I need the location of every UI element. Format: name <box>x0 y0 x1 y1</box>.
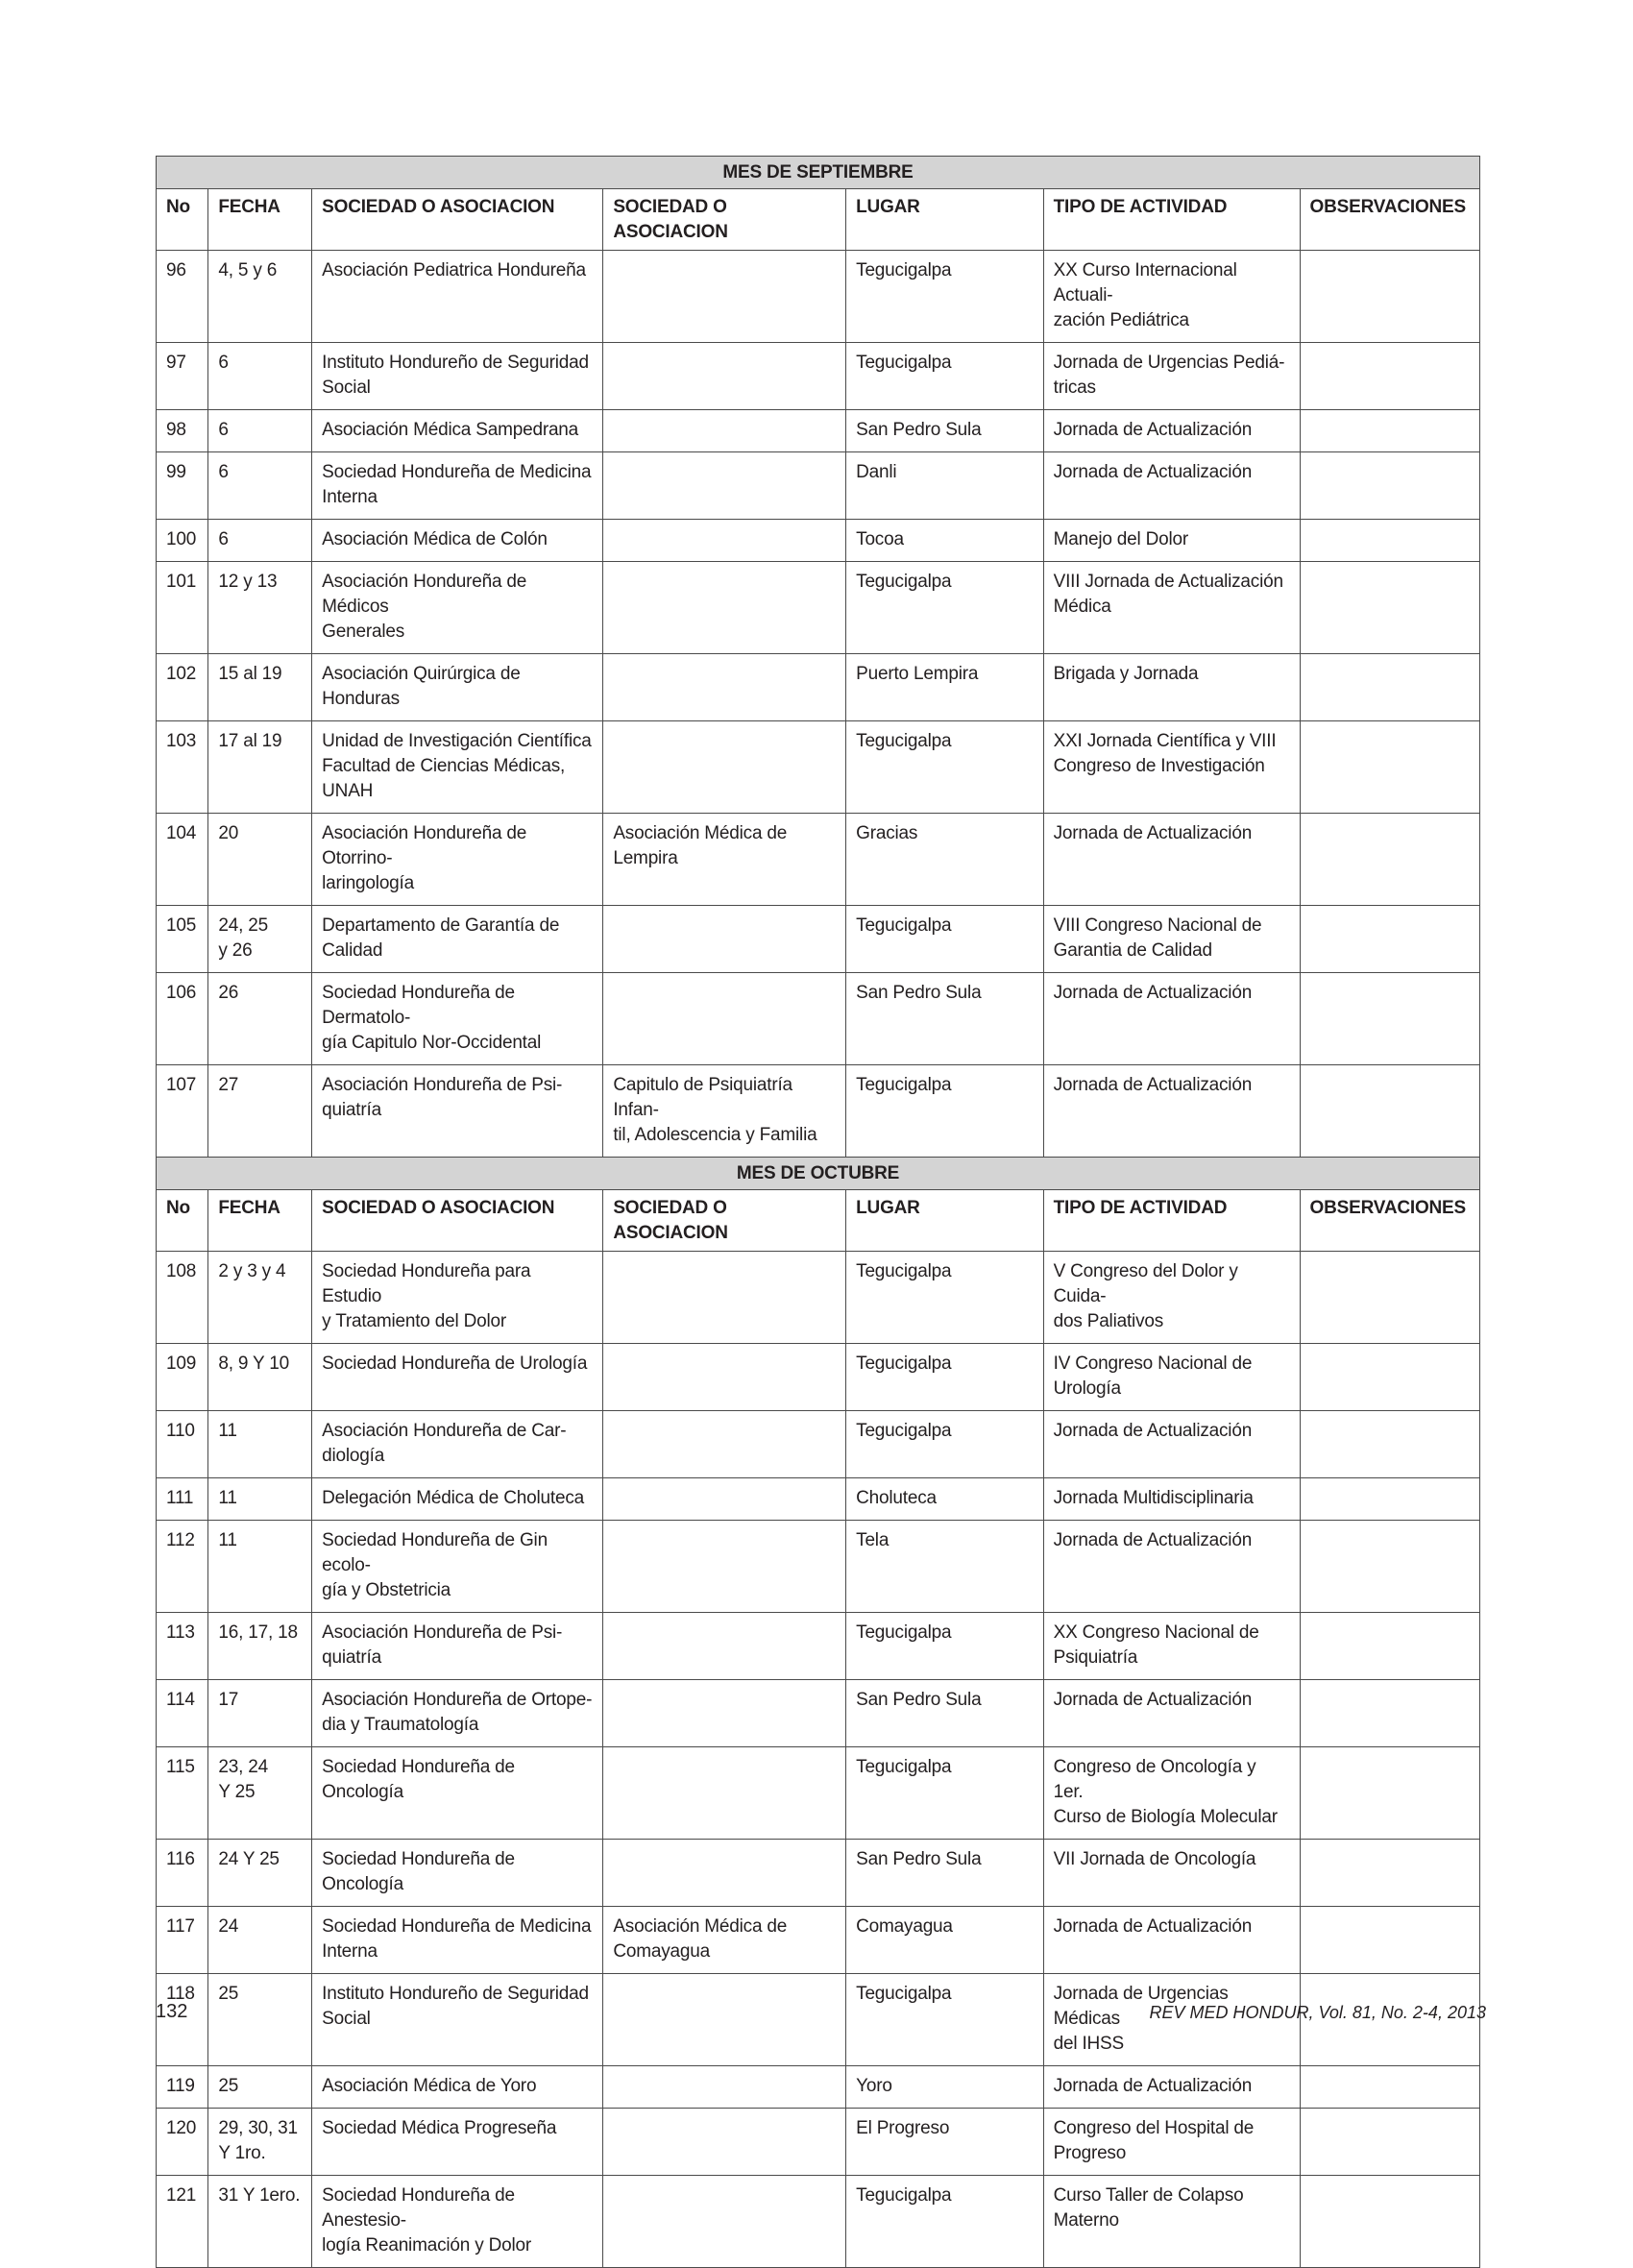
cell-activity-type: Jornada de Actualización <box>1043 973 1300 1065</box>
cell-date: 6 <box>208 343 312 410</box>
cell-society: Instituto Hondureño de Seguridad Social <box>312 343 603 410</box>
cell-observations <box>1300 906 1479 973</box>
cell-activity-type: Jornada de Actualización <box>1043 814 1300 906</box>
table-row <box>157 410 1480 452</box>
events-table <box>156 156 1480 2268</box>
cell-observations <box>1300 973 1479 1065</box>
cell-date: 31 Y 1ero. <box>208 2176 312 2268</box>
table-row <box>157 973 1480 1065</box>
cell-observations <box>1300 1680 1479 1747</box>
cell-date: 17 <box>208 1680 312 1747</box>
cell-observations <box>1300 1747 1479 1840</box>
cell-society: Asociación Médica de Yoro <box>312 2066 603 2109</box>
cell-place: Yoro <box>846 2066 1043 2109</box>
cell-co-society <box>603 1478 846 1521</box>
cell-co-society <box>603 520 846 562</box>
cell-co-society <box>603 1747 846 1840</box>
cell-date: 6 <box>208 452 312 520</box>
table-row <box>157 520 1480 562</box>
cell-society: Asociación Quirúrgica de Honduras <box>312 654 603 721</box>
cell-society: Asociación Hondureña de Psi- quiatría <box>312 1065 603 1158</box>
cell-activity-type: Congreso del Hospital de Progreso <box>1043 2109 1300 2176</box>
cell-date: 24 Y 25 <box>208 1840 312 1907</box>
column-header-co-society: SOCIEDAD O ASOCIACION <box>603 1190 846 1252</box>
cell-date: 11 <box>208 1521 312 1613</box>
table-row <box>157 814 1480 906</box>
cell-observations <box>1300 1344 1479 1411</box>
cell-activity-type: XX Congreso Nacional de Psiquiatría <box>1043 1613 1300 1680</box>
cell-number: 121 <box>157 2176 208 2268</box>
table-row <box>157 1840 1480 1907</box>
cell-society: Sociedad Hondureña para Estudio y Tratamiento del Dolor <box>312 1252 603 1344</box>
cell-activity-type: Jornada de Actualización <box>1043 2066 1300 2109</box>
table-row <box>157 1680 1480 1747</box>
cell-society: Sociedad Hondureña de Gin ecolo- gía y Obstetricia <box>312 1521 603 1613</box>
cell-co-society <box>603 1680 846 1747</box>
cell-society: Instituto Hondureño de Seguridad Social <box>312 1974 603 2066</box>
cell-observations <box>1300 562 1479 654</box>
cell-observations <box>1300 2109 1479 2176</box>
cell-observations <box>1300 654 1479 721</box>
cell-number: 98 <box>157 410 208 452</box>
cell-number: 103 <box>157 721 208 814</box>
cell-activity-type: VIII Congreso Nacional de Garantia de Calidad <box>1043 906 1300 973</box>
table-row <box>157 1344 1480 1411</box>
table-row <box>157 906 1480 973</box>
cell-place: Tegucigalpa <box>846 1974 1043 2066</box>
cell-date: 17 al 19 <box>208 721 312 814</box>
column-header-observations: OBSERVACIONES <box>1300 1190 1479 1252</box>
cell-date: 15 al 19 <box>208 654 312 721</box>
cell-place: San Pedro Sula <box>846 1840 1043 1907</box>
cell-co-society <box>603 2066 846 2109</box>
page-number: 132 <box>156 2001 188 2022</box>
cell-number: 109 <box>157 1344 208 1411</box>
cell-activity-type: Jornada de Actualización <box>1043 1411 1300 1478</box>
cell-activity-type: IV Congreso Nacional de Urología <box>1043 1344 1300 1411</box>
cell-co-society <box>603 1840 846 1907</box>
cell-date: 24 <box>208 1907 312 1974</box>
cell-number: 115 <box>157 1747 208 1840</box>
cell-date: 11 <box>208 1478 312 1521</box>
table-row <box>157 251 1480 343</box>
cell-activity-type: V Congreso del Dolor y Cuida- dos Paliativos <box>1043 1252 1300 1344</box>
cell-number: 108 <box>157 1252 208 1344</box>
cell-date: 16, 17, 18 <box>208 1613 312 1680</box>
cell-date: 2 y 3 y 4 <box>208 1252 312 1344</box>
cell-number: 110 <box>157 1411 208 1478</box>
column-header-society: SOCIEDAD O ASOCIACION <box>312 1190 603 1252</box>
cell-activity-type: Jornada Multidisciplinaria <box>1043 1478 1300 1521</box>
cell-society: Sociedad Hondureña de Oncología <box>312 1747 603 1840</box>
column-header-activity-type: TIPO DE ACTIVIDAD <box>1043 189 1300 251</box>
cell-observations <box>1300 721 1479 814</box>
column-header-date: FECHA <box>208 189 312 251</box>
cell-observations <box>1300 520 1479 562</box>
cell-number: 117 <box>157 1907 208 1974</box>
cell-co-society <box>603 343 846 410</box>
cell-society: Sociedad Hondureña de Oncología <box>312 1840 603 1907</box>
cell-place: Danli <box>846 452 1043 520</box>
cell-place: Tegucigalpa <box>846 1613 1043 1680</box>
cell-place: San Pedro Sula <box>846 973 1043 1065</box>
column-header-activity-type: TIPO DE ACTIVIDAD <box>1043 1190 1300 1252</box>
cell-number: 113 <box>157 1613 208 1680</box>
cell-activity-type: Brigada y Jornada <box>1043 654 1300 721</box>
cell-number: 114 <box>157 1680 208 1747</box>
table-row <box>157 1478 1480 1521</box>
cell-number: 100 <box>157 520 208 562</box>
cell-number: 112 <box>157 1521 208 1613</box>
cell-number: 104 <box>157 814 208 906</box>
cell-co-society: Asociación Médica de Lempira <box>603 814 846 906</box>
cell-co-society <box>603 1344 846 1411</box>
cell-society: Sociedad Hondureña de Anestesio- logía Reanimación y Dolor <box>312 2176 603 2268</box>
cell-place: Tegucigalpa <box>846 1065 1043 1158</box>
column-header-society: SOCIEDAD O ASOCIACION <box>312 189 603 251</box>
column-header-number: No <box>157 189 208 251</box>
cell-number: 111 <box>157 1478 208 1521</box>
cell-co-society: Capitulo de Psiquiatría Infan- til, Adolescencia y Familia <box>603 1065 846 1158</box>
cell-place: Tegucigalpa <box>846 2176 1043 2268</box>
cell-co-society <box>603 410 846 452</box>
table-row <box>157 2109 1480 2176</box>
cell-society: Delegación Médica de Choluteca <box>312 1478 603 1521</box>
cell-activity-type: Jornada de Urgencias Pediá- tricas <box>1043 343 1300 410</box>
cell-co-society <box>603 973 846 1065</box>
cell-activity-type: XX Curso Internacional Actuali- zación Pediátrica <box>1043 251 1300 343</box>
month-title: MES DE OCTUBRE <box>157 1158 1480 1190</box>
cell-activity-type: Curso Taller de Colapso Materno <box>1043 2176 1300 2268</box>
cell-date: 8, 9 Y 10 <box>208 1344 312 1411</box>
cell-observations <box>1300 1065 1479 1158</box>
cell-place: El Progreso <box>846 2109 1043 2176</box>
cell-place: Tegucigalpa <box>846 1747 1043 1840</box>
table-row <box>157 1907 1480 1974</box>
month-header-row <box>157 157 1480 189</box>
cell-observations <box>1300 814 1479 906</box>
cell-place: Choluteca <box>846 1478 1043 1521</box>
cell-date: 6 <box>208 520 312 562</box>
month-title: MES DE SEPTIEMBRE <box>157 157 1480 189</box>
table-row <box>157 452 1480 520</box>
table-row <box>157 654 1480 721</box>
table-row <box>157 1411 1480 1478</box>
cell-date: 25 <box>208 1974 312 2066</box>
cell-place: Tegucigalpa <box>846 251 1043 343</box>
cell-number: 101 <box>157 562 208 654</box>
cell-activity-type: Jornada de Actualización <box>1043 452 1300 520</box>
cell-number: 105 <box>157 906 208 973</box>
column-header-date: FECHA <box>208 1190 312 1252</box>
cell-observations <box>1300 251 1479 343</box>
cell-co-society <box>603 721 846 814</box>
cell-activity-type: Jornada de Actualización <box>1043 1680 1300 1747</box>
table-row <box>157 343 1480 410</box>
cell-co-society <box>603 654 846 721</box>
cell-date: 27 <box>208 1065 312 1158</box>
cell-number: 106 <box>157 973 208 1065</box>
cell-observations <box>1300 1478 1479 1521</box>
column-header-row <box>157 189 1480 251</box>
cell-place: Tegucigalpa <box>846 1344 1043 1411</box>
cell-society: Sociedad Médica Progreseña <box>312 2109 603 2176</box>
cell-place: Tocoa <box>846 520 1043 562</box>
cell-activity-type: VII Jornada de Oncología <box>1043 1840 1300 1907</box>
cell-society: Sociedad Hondureña de Dermatolo- gía Capitulo Nor-Occidental <box>312 973 603 1065</box>
cell-society: Asociación Hondureña de Médicos Generales <box>312 562 603 654</box>
cell-date: 11 <box>208 1411 312 1478</box>
cell-place: Tegucigalpa <box>846 721 1043 814</box>
cell-society: Asociación Hondureña de Ortope- dia y Traumatología <box>312 1680 603 1747</box>
cell-society: Unidad de Investigación Científica Facultad de Ciencias Médicas, UNAH <box>312 721 603 814</box>
cell-observations <box>1300 410 1479 452</box>
cell-society: Sociedad Hondureña de Medicina Interna <box>312 452 603 520</box>
table-row <box>157 721 1480 814</box>
cell-society: Asociación Hondureña de Otorrino- laringología <box>312 814 603 906</box>
cell-number: 119 <box>157 2066 208 2109</box>
cell-place: Tegucigalpa <box>846 343 1043 410</box>
cell-date: 29, 30, 31 Y 1ro. <box>208 2109 312 2176</box>
cell-place: Gracias <box>846 814 1043 906</box>
column-header-observations: OBSERVACIONES <box>1300 189 1479 251</box>
cell-society: Departamento de Garantía de Calidad <box>312 906 603 973</box>
cell-place: Tegucigalpa <box>846 1411 1043 1478</box>
cell-date: 6 <box>208 410 312 452</box>
cell-co-society <box>603 251 846 343</box>
cell-society: Asociación Médica de Colón <box>312 520 603 562</box>
cell-observations <box>1300 2066 1479 2109</box>
cell-activity-type: Manejo del Dolor <box>1043 520 1300 562</box>
cell-place: San Pedro Sula <box>846 1680 1043 1747</box>
cell-place: Comayagua <box>846 1907 1043 1974</box>
cell-date: 20 <box>208 814 312 906</box>
table-row <box>157 1065 1480 1158</box>
cell-number: 116 <box>157 1840 208 1907</box>
cell-co-society <box>603 1613 846 1680</box>
cell-number: 120 <box>157 2109 208 2176</box>
cell-activity-type: Jornada de Actualización <box>1043 1907 1300 1974</box>
cell-society: Asociación Médica Sampedrana <box>312 410 603 452</box>
table-row <box>157 2066 1480 2109</box>
cell-observations <box>1300 1411 1479 1478</box>
cell-date: 12 y 13 <box>208 562 312 654</box>
column-header-row <box>157 1190 1480 1252</box>
cell-co-society <box>603 562 846 654</box>
table-row <box>157 1613 1480 1680</box>
cell-co-society <box>603 1974 846 2066</box>
column-header-place: LUGAR <box>846 1190 1043 1252</box>
table-row <box>157 562 1480 654</box>
cell-date: 23, 24 Y 25 <box>208 1747 312 1840</box>
cell-place: Tegucigalpa <box>846 562 1043 654</box>
cell-activity-type: Jornada de Actualización <box>1043 1521 1300 1613</box>
cell-co-society <box>603 906 846 973</box>
cell-place: Tegucigalpa <box>846 1252 1043 1344</box>
cell-number: 102 <box>157 654 208 721</box>
cell-date: 25 <box>208 2066 312 2109</box>
cell-co-society <box>603 1252 846 1344</box>
cell-place: Puerto Lempira <box>846 654 1043 721</box>
cell-number: 96 <box>157 251 208 343</box>
cell-activity-type: XXI Jornada Científica y VIII Congreso de Investigación <box>1043 721 1300 814</box>
cell-co-society <box>603 1521 846 1613</box>
cell-observations <box>1300 452 1479 520</box>
cell-number: 99 <box>157 452 208 520</box>
cell-observations <box>1300 1613 1479 1680</box>
cell-observations <box>1300 1521 1479 1613</box>
cell-number: 107 <box>157 1065 208 1158</box>
cell-activity-type: Jornada de Actualización <box>1043 410 1300 452</box>
column-header-co-society: SOCIEDAD O ASOCIACION <box>603 189 846 251</box>
cell-number: 97 <box>157 343 208 410</box>
cell-co-society <box>603 452 846 520</box>
cell-date: 26 <box>208 973 312 1065</box>
cell-society: Sociedad Hondureña de Urología <box>312 1344 603 1411</box>
column-header-place: LUGAR <box>846 189 1043 251</box>
cell-society: Asociación Hondureña de Psi- quiatría <box>312 1613 603 1680</box>
cell-observations <box>1300 1840 1479 1907</box>
cell-number: 118 <box>157 1974 208 2066</box>
table-row <box>157 1747 1480 1840</box>
column-header-number: No <box>157 1190 208 1252</box>
cell-co-society <box>603 2176 846 2268</box>
cell-co-society <box>603 1411 846 1478</box>
cell-place: Tegucigalpa <box>846 906 1043 973</box>
cell-observations <box>1300 1907 1479 1974</box>
cell-observations <box>1300 2176 1479 2268</box>
cell-place: San Pedro Sula <box>846 410 1043 452</box>
cell-date: 4, 5 y 6 <box>208 251 312 343</box>
cell-observations <box>1300 343 1479 410</box>
cell-observations <box>1300 1252 1479 1344</box>
cell-activity-type: Jornada de Actualización <box>1043 1065 1300 1158</box>
table-row <box>157 1521 1480 1613</box>
cell-date: 24, 25 y 26 <box>208 906 312 973</box>
cell-society: Sociedad Hondureña de Medicina Interna <box>312 1907 603 1974</box>
cell-activity-type: Congreso de Oncología y 1er. Curso de Biología Molecular <box>1043 1747 1300 1840</box>
cell-activity-type: VIII Jornada de Actualización Médica <box>1043 562 1300 654</box>
cell-society: Asociación Pediatrica Hondureña <box>312 251 603 343</box>
journal-reference: REV MED HONDUR, Vol. 81, No. 2-4, 2013 <box>1149 2003 1486 2022</box>
month-header-row <box>157 1158 1480 1190</box>
cell-co-society <box>603 2109 846 2176</box>
table-row <box>157 1252 1480 1344</box>
cell-activity-type: Jornada de Urgencias Médicas del IHSS <box>1043 1974 1300 2066</box>
cell-society: Asociación Hondureña de Car- diología <box>312 1411 603 1478</box>
cell-place: Tela <box>846 1521 1043 1613</box>
cell-co-society: Asociación Médica de Comayagua <box>603 1907 846 1974</box>
table-row <box>157 2176 1480 2268</box>
